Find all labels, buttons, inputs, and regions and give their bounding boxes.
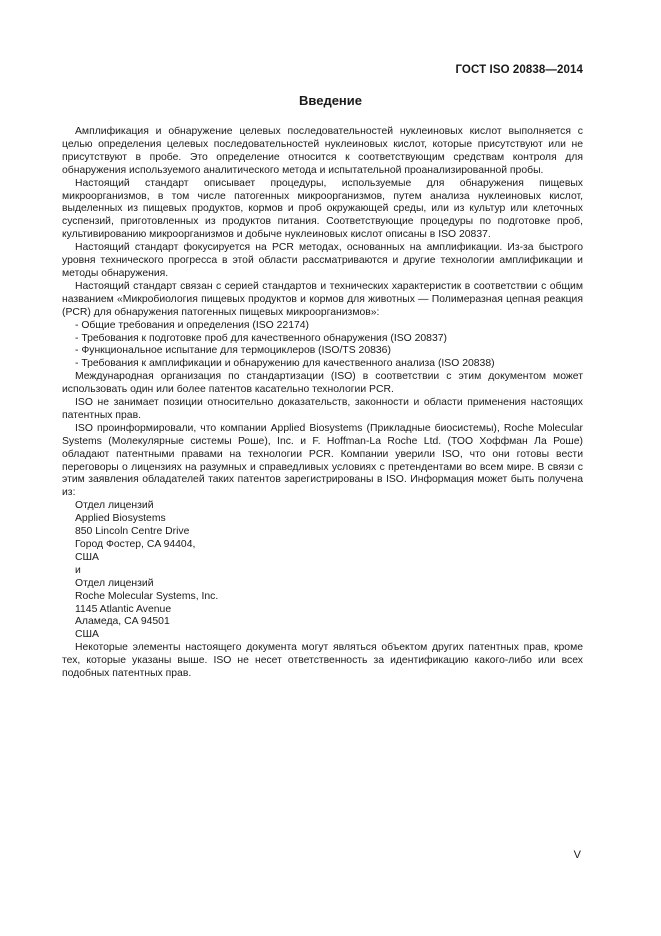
list-item: - Требования к амплификации и обнаружению для качественного анализа (ISO 20838) xyxy=(75,358,495,370)
paragraph-iso-position: ISO не занимает позиции относительно доказательств, законности и области применения настоящих патентных прав. xyxy=(62,397,583,421)
paragraph-iso-patents: Международная организация по стандартизации (ISO) в соответствии с этим документом может использовать один или более патентов касательно технологии PCR. xyxy=(62,371,583,396)
address2-line: США xyxy=(75,629,99,641)
address2-line: Roche Molecular Systems, Inc. xyxy=(75,590,219,602)
document-body xyxy=(62,126,583,681)
list-item: - Общие требования и определения (ISO 22174) xyxy=(75,319,309,331)
paragraph-series: Настоящий стандарт связан с серией стандартов и технических характеристик в соответствии с общим названием «Микробиология пищевых продуктов и кормов для животных — Полимеразная цепная реакция (PCR) для обнаружения патогенных пищевых микроорганизмов»: xyxy=(62,280,583,318)
document-header-code: ГОСТ ISO 20838—2014 xyxy=(455,64,583,76)
paragraph-iso-informed: ISO проинформировали, что компании Applied Biosystems (Прикладные биосистемы), Roche Molecular Systems (Молекулярные системы Роше), Inc. и F. Hoffman-La Roche Ltd. (ТОО Хоффман Ла Роше) обладают патентными правами на технологии PCR. Компании уверили ISO, что они готовы вести переговоры о лицензиях на разумных и справедливых условиях с претендентами во всем мире. В связи с этим заявления обладателей таких патентов зарегистрированы в ISO. Информация может быть получена из: xyxy=(62,422,583,499)
paragraph-procedures: Настоящий стандарт описывает процедуры, используемые для обнаружения пищевых микроорганизмов, в том числе патогенных микроорганизмов, путем анализа нуклеиновых кислот, выделенных из пищевых продуктов, кормов и проб окружающей среды, или из культур или клеточных суспензий, приготовленных из продуктов питания. Соответствующие процедуры по подготовке проб, культивированию микроорганизмов и добыче нуклеиновых кислот описаны в ISO 20837. xyxy=(62,177,583,241)
address1-line: 850 Lincoln Centre Drive xyxy=(75,526,190,538)
address1-line: Город Фостер, CA 94404, xyxy=(75,539,196,550)
paragraph-amplification: Амплификация и обнаружение целевых последовательностей нуклеиновых кислот выполняется с целью определения целевых последовательностей нуклеиновых кислот, которые присутствуют или не присутствуют в пробе. Это определение относится к соответствующим средствам контроля для обнаружения используемого аналитического метода и испытательной проанализированной пробы. xyxy=(62,126,583,176)
address1-line: США xyxy=(75,551,99,563)
address1-line: Отдел лицензий xyxy=(75,500,154,512)
list-item: - Функциональное испытание для термоциклеров (ISO/TS 20836) xyxy=(75,345,391,357)
paragraph-pcr-focus: Настоящий стандарт фокусируется на PCR методах, основанных на амплификации. Из-за быстрого уровня технического прогресса в этой области рассматриваются и другие технологии амплификации и методы обнаружения. xyxy=(62,242,583,279)
address2-line: Отдел лицензий xyxy=(75,577,154,589)
page-number: V xyxy=(573,849,581,861)
address-conjunction: и xyxy=(75,564,81,576)
address2-line: Аламеда, CA 94501 xyxy=(75,616,170,628)
address2-line: 1145 Atlantic Avenue xyxy=(75,603,172,615)
section-title: Введение xyxy=(299,93,362,108)
list-item: - Требования к подготовке проб для качественного обнаружения (ISO 20837) xyxy=(75,332,447,344)
paragraph-other-patents: Некоторые элементы настоящего документа могут являться объектом других патентных прав, кроме тех, которые указаны выше. ISO не несет ответственность за идентификацию какого-либо или всех подобных патентных прав. xyxy=(62,642,583,680)
address1-line: Applied Biosystems xyxy=(75,513,166,525)
